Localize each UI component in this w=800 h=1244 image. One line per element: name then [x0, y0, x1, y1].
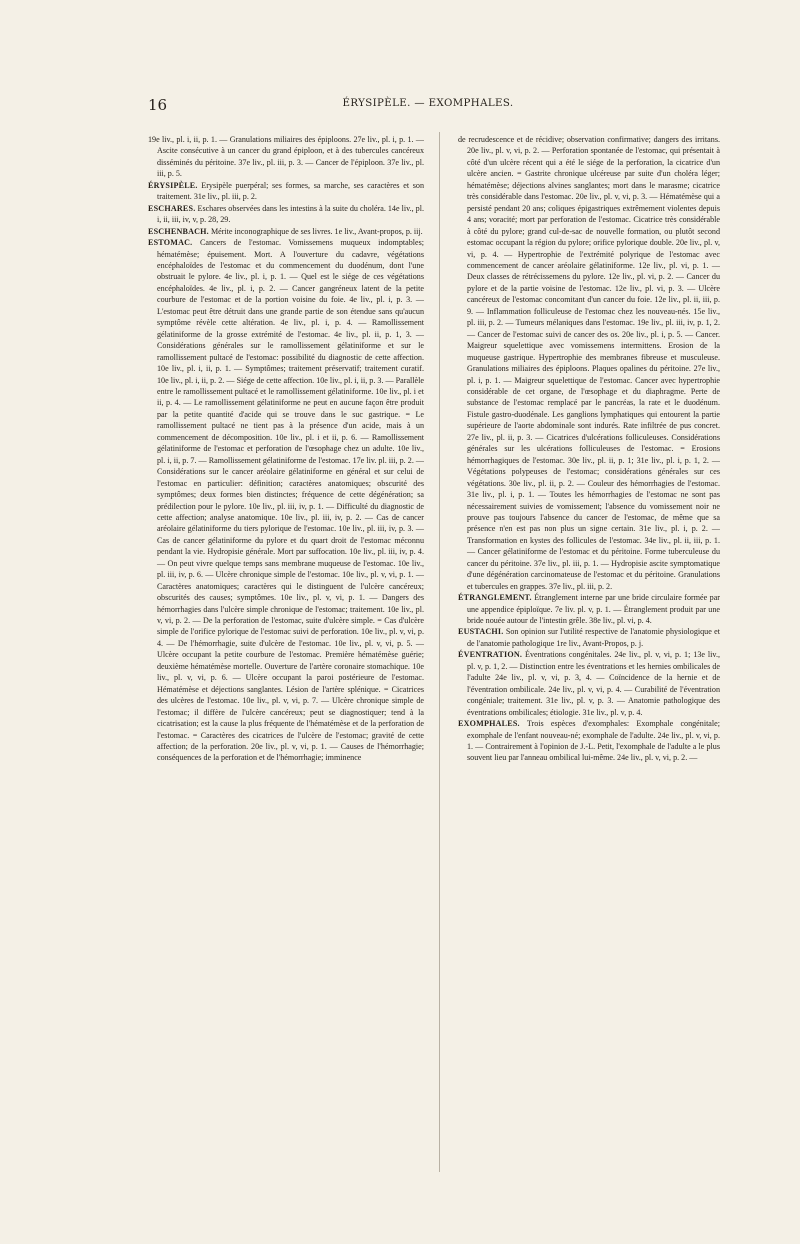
index-entry [458, 134, 720, 592]
entry-text: Étranglement interne par une bride circulaire formée par une appendice épiploïque. 7e liv. pl. v, p. 1. — Étranglement produit par une bride nouée autour de l'intestin grêle. 38e liv., pl. vi, p. 4. [467, 593, 720, 626]
index-entry [148, 237, 424, 764]
entry-text: Erysipèle puerpéral; ses formes, sa marche, ses caractères et son traitement. 31e liv., pl. iii, p. 2. [157, 180, 424, 202]
entry-heading: EUSTACHI. [458, 627, 504, 637]
right-column [458, 134, 720, 1174]
left-column [148, 134, 424, 1174]
entry-heading: EXOMPHALES. [458, 719, 520, 729]
page-header [148, 96, 708, 118]
entry-text: Éventrations congénitales. 24e liv., pl. v, vi, p. 1; 13e liv., pl. v, p. 1, 2. — Distinction entre les éventrations et les hernies ombilicales de l'adulte 24e liv., pl. v, vi, p. 3, 4. — Coïncidence de la hernie et de l'éventration ombilicale. 24e liv., pl. v, vi, p. 4. — Curabilité de l'éventration congéniale; traitement. 31e liv., pl. v, p. 3. — Anatomie pathologique des éventrations ombilicales; étiologie. 31e liv., pl. v, p. 4. [467, 650, 720, 717]
running-title: ÉRYSIPÈLE. — EXOMPHALES. [342, 98, 514, 109]
entry-text: 19e liv., pl. i, ii, p. 1. — Granulations miliaires des épiploons. 27e liv., pl. i, p. 1. — Ascite consécutive à un cancer du grand épiploon, et à des tubercules cancéreux disséminés du péritoine. 37e liv., pl. iii, p. 3. — Cancer de l'épiploon. 37e liv., pl. iii, p. 5. [148, 135, 424, 179]
index-entry [458, 718, 720, 764]
entry-heading: ESTOMAC. [148, 238, 193, 248]
index-entry [458, 592, 720, 626]
index-entry [148, 203, 424, 226]
column-divider [439, 132, 440, 1172]
index-entry [458, 649, 720, 718]
index-entry [148, 226, 424, 237]
entry-heading: ÉTRANGLEMENT. [458, 593, 532, 603]
entry-heading: ESCHENBACH. [148, 226, 209, 236]
entry-heading: ÉVENTRATION. [458, 650, 523, 660]
entry-text: Mérite inconographique de ses livres. 1e liv., Avant-propos, p. iij. [210, 226, 423, 236]
entry-text: Cancers de l'estomac. Vomissemens muqueux indomptables; hématémèse; épuisement. Mort. A l'ouverture du cadavre, végétations encéphaloïdes de l'estomac et du commencement du duodénum, dont l'une obstruait le pylore. 4e liv., pl. i, p. 1. — Quel est le siége de ces végétations encéphaloïdes. 4e liv., pl. i, p. 2. — Cancer gangréneux latent de la petite courbure de l'estomac et de la portion voisine du foie. 4e liv., pl. i, p. 3. — L'estomac peut être détruit dans une grande partie de son étendue sans qu'aucun symptôme révèle cette altération. 4e liv., pl. i, p. 4. — Ramollissement gélatiniforme de la grosse extrémité de l'estomac. 4e liv., pl. ii, p. 1, 3. — Considérations générales sur le ramollissement gélatiniforme et sur le ramollissement pultacé de l'estomac: possibilité du diagnostic de cette affection. 10e liv., pl. i, ii, p. 1. — Symptômes; traitement préservatif; traitement curatif. 10e liv., pl. i, ii, p. 2. — Siége de cette affection. 10e liv., pl. i, ii, p. 3. — Parallèle entre le ramollissement pultacé et le ramollissement gélatiniforme. 10e liv., pl. i et ii, p. 4. — Le ramollissement gélatiniforme ne peut en aucune façon être produit par la petite quantité d'acide qui se trouve dans le suc gastrique. = Le ramollissement pultacé ne tient pas à la présence d'un acide, mais à un commencement de décomposition. 10e liv., pl. i et ii, p. 6. — Ramollissement gélatiniforme de l'estomac et perforation de l'œsophage chez un adulte. 10e liv., pl. i, ii, p. 7. — Ramollissement gélatiniforme de l'estomac. 17e liv. pl. iii, p. 2. — Considérations sur le cancer aréolaire gélatiniforme en général et sur celui de l'estomac en particulier: définition; caractères anatomiques; obscurité des symptômes; deux formes bien distinctes; fréquence de cette dégénération; sa prédilection pour le pylore. 10e liv., pl. iii, iv, p. 1. — Difficulté du diagnostic de cette affection; analyse anatomique. 10e liv., pl. iii, iv, p. 2. — Cas de cancer aréolaire gélatiniforme du tiers pylorique de l'estomac. 10e liv., pl. iii, iv, p. 3. — Cas de cancer gélatiniforme du pylore et du quart droit de l'estomac méconnu pendant la vie. Hydropisie générale. Mort par suffocation. 10e liv., pl. iii, iv, p. 4. — On peut vivre quelque temps sans membrane muqueuse de l'estomac. 10e liv., pl. iii, iv, p. 6. — Ulcère chronique simple de l'estomac. 10e liv., pl. v, vi, p. 1. — Caractères anatomiques; caractères qui le distinguent de l'ulcère cancéreux; obscurités des causes; symptômes. 10e liv., pl. v, vi, p. 1. — Dangers des hémorrhagies dans l'ulcère simple chronique de l'estomac; traitement. 10e liv., pl. v, vi, p. 2. — De la perforation de l'estomac, suite d'ulcère simple. = Cas d'ulcère simple de l'orifice pylorique de l'estomac suivi de perforation. 10e liv., pl. v, vi, p. 4. — De l'hémorrhagie, suite d'ulcère de l'estomac. 10e liv., pl. v, vi, p. 5. — Ulcère occupant la petite courbure de l'estomac. Première hématémèse guérie; deuxième hématémèse mortelle. Ouverture de l'artère coronaire stomachique. 10e liv., pl. v, vi, p. 6. — Ulcère occupant la paroi postérieure de l'estomac. Hématémèse et déjections sanglantes. Lésion de l'artère splénique. = Cicatrices des ulcères de l'estomac. 10e liv., pl. v, vi, p. 7. — Ulcère chronique simple de l'estomac; il diffère de l'ulcère cancéreux; peut se diagnostiquer; tend à la cicatrisation; est la cause la plus fréquente de l'hématémèse et de la perforation de l'estomac. = Caractères des cicatrices de l'ulcère de l'estomac; gravité de cette affection; de la perforation. 20e liv., pl. v, vi, p. 1. — Causes de l'hémorrhagie; conséquences de la perforation et de l'hémorrhagie; imminence [157, 238, 424, 763]
entry-text: Eschares observées dans les intestins à la suite du choléra. 14e liv., pl. i, ii, iii, iv, v, p. 28, 29. [157, 203, 424, 225]
entry-text: de recrudescence et de récidive; observation confirmative; dangers des irritans. 20e liv., pl. v, vi, p. 2. — Perforation spontanée de l'estomac, qui présentait à côté d'un ulcère récent qui a été le siége de la perforation, la cicatrice d'un ulcère ancien. = Gastrite chronique ulcéreuse par suite d'un choléra léger; hématémèse; déjections alvines sanglantes; mort dans le marasme; cicatrice très considérable dans l'estomac. 20e liv., pl. v, vi, p. 3. — Hématémèse qui a persisté pendant 20 ans; coliques épigastriques extrêmement violentes depuis 4 ans; voracité; mort par perforation de l'estomac. Cicatrice très considérable à côté du pylore; grand cul-de-sac de nouvelle formation, ou plutôt second estomac occupant la région du pylore; orifice pylorique double. 20e liv., pl. v, vi, p. 4. — Hypertrophie de l'extrémité polyrique de l'estomac avec commencement de cancer aréolaire gélatiniforme. 12e liv., pl. vi, p. 1. — Deux classes de rétrécissemens du pylore. 12e liv., pl. vi, p. 2. — Cancer du pylore et de la partie voisine de l'estomac. 12e liv., pl. vi, p. 3. — Ulcère cancéreux de l'estomac concomitant d'un cancer du foie. 12e liv., pl. ii, iii, p. 9. — Inflammation folliculeuse de l'estomac chez les nouveau-nés. 15e liv., pl. iii, p. 2. — Tumeurs mélaniques dans l'estomac. 19e liv., pl. iii, iv, p. 1, 2. — Cancer de l'estomac suivi de cancer des os. 20e liv., pl. i, p. 5. — Cancer. Maigreur squelettique avec vomissemens intermittens. Erosion de la muqueuse gastrique. Hypertrophie des membranes fibreuse et musculeuse. Granulations miliaires des épiploons. Plaques opalines du péritoine. 27e liv., pl. i, p. 1. — Maigreur squelettique de l'estomac. Cancer avec hypertrophie considérable de cet organe, de l'œsophage et du diaphragme. Perte de substance de l'estomac remplacé par le pancréas, la rate et le duodénum. Fistule gastro-duodénale. Les ganglions lymphatiques qui entourent la partie supérieure de l'aorte abdominale sont indurés. Rate infiltrée de pus concret. 27e liv., pl. ii, p. 3. — Cicatrices d'ulcérations folliculeuses. Considérations générales sur les ulcérations folliculeuses de l'estomac. = Erosions hémorrhagiques de l'estomac. 30e liv., pl. ii, p. 1; 31e liv., pl. i, p. 1, 2. — Végétations polypeuses de l'estomac; considérations générales sur ces végétations. 30e liv., pl. ii, p. 2. — Couleur des hémorrhagies de l'estomac. 31e liv., pl. i, p. 1. — Toutes les hémorrhagies de l'estomac ne sont pas nécessairement suivies de vomissement; l'absence du vomissement noir ne prouve pas toujours l'absence du cancer de l'estomac, de même que sa présence n'en est pas non plus un signe certain. 31e liv., pl. i, p. 2. — Transformation en kystes des follicules de l'estomac. 34e liv., pl. ii, iii, p. 1. — Cancer gélatiniforme de l'estomac et du péritoine. Forme tuberculeuse du cancer du péritoine. 37e liv., pl. iii, p. 1. — Hydropisie ascite symptomatique d'une dégénération carcinomateuse de l'estomac et du péritoine. Granulations et tubercules en grappes. 37e liv., pl. iii, p. 2. [458, 135, 720, 591]
entry-heading: ÉRYSIPÈLE. [148, 180, 198, 190]
entry-text: Trois espèces d'exomphales: Exomphale congénitale; exomphale de l'enfant nouveau-né; exomphale de l'adulte. 24e liv., pl. v, vi, p. 1. — Contrairement à l'opinion de J.-L. Petit, l'exomphale de l'adulte a le plus souvent lieu par l'anneau ombilical lui-même. 24e liv., pl. v, vi, p. 2. — [467, 719, 720, 763]
index-entry [148, 180, 424, 203]
page-number: 16 [148, 96, 168, 114]
entry-heading: ESCHARES. [148, 203, 196, 213]
index-entry [458, 626, 720, 649]
index-entry [148, 134, 424, 180]
entry-text: Son opinion sur l'utilité respective de l'anatomie physiologique et de l'anatomie pathologique 1re liv., Avant-Propos, p. j. [467, 627, 720, 648]
